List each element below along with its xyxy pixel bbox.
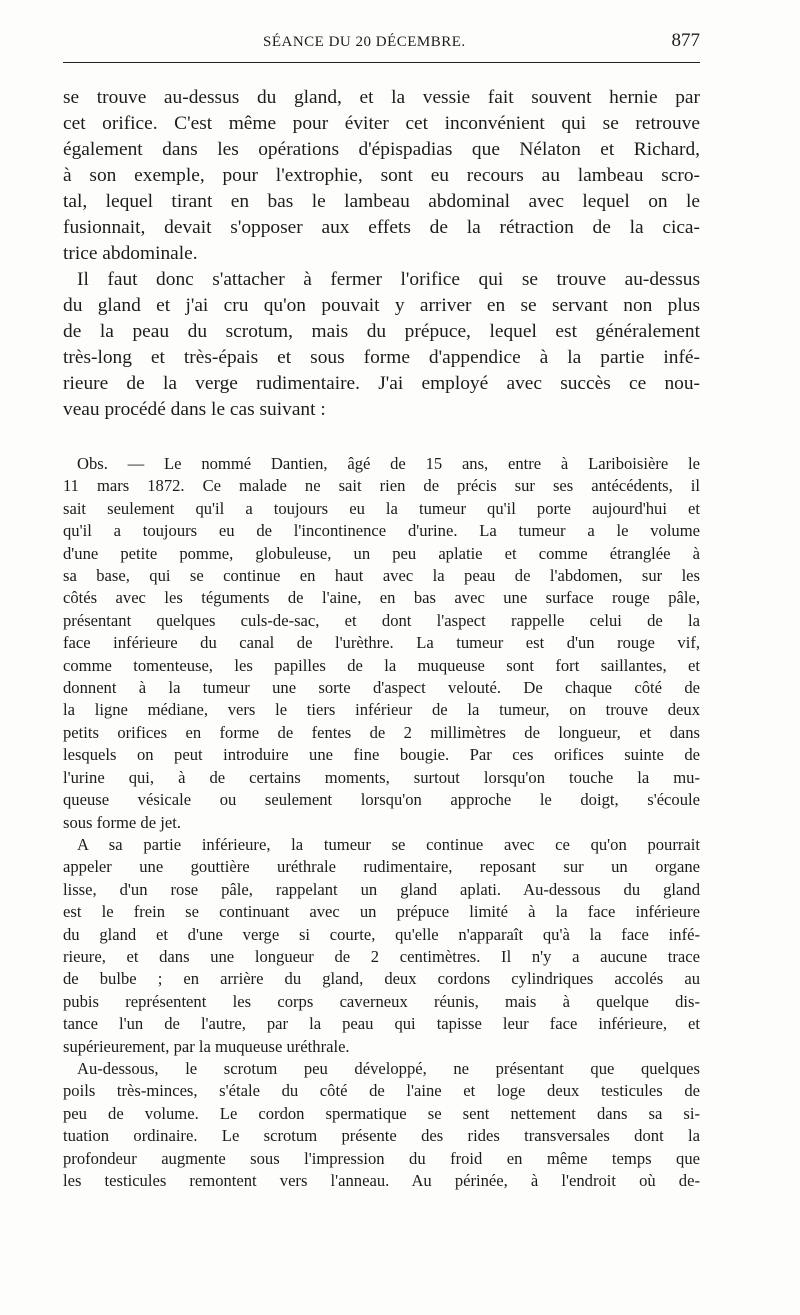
text-line: du gland et j'ai cru qu'on pouvait y arriver en se servant non plus [63,295,700,316]
text-line: lesquels on peut introduire une fine bougie. Par ces orifices suinte de [63,745,700,765]
text-line: côtés avec les téguments de l'aine, en bas avec une surface rouge pâle, [63,588,700,608]
page-number: 877 [671,30,700,51]
text-line: qu'il a toujours eu de l'incontinence d'urine. La tumeur a le volume [63,521,700,541]
observation-paragraph-3 [63,1058,700,1192]
text-line: Obs. — Le nommé Dantien, âgé de 15 ans, entre à Lariboisière le [77,454,700,473]
body-paragraph-1 [63,85,700,267]
text-line: profondeur augmente sous l'impression du froid en même temps que [63,1148,700,1168]
text-line: lisse, d'un rose pâle, rappelant un gland aplati. Au-dessous du gland [63,879,700,899]
text-line: à son exemple, pour l'extrophie, sont eu recours au lambeau scro- [63,165,700,186]
text-line: supérieurement, par la muqueuse uréthrale. [63,1036,350,1056]
running-head: SÉANCE DU 20 DÉCEMBRE. [263,34,466,50]
text-line: l'urine qui, à de certains moments, surtout lorsqu'on touche la mu- [63,767,700,787]
text-line: sait seulement qu'il a toujours eu la tumeur qu'il porte aujourd'hui et [63,498,700,518]
text-line: 11 mars 1872. Ce malade ne sait rien de précis sur ses antécédents, il [63,476,700,496]
text-line: fusionnait, devait s'opposer aux effets de la rétraction de la cica- [63,217,700,238]
text-line: les testicules remontent vers l'anneau. Au périnée, à l'endroit où de- [63,1171,700,1190]
text-line: poils très-minces, s'étale du côté de l'aine et loge deux testicules de [63,1081,700,1101]
text-line: appeler une gouttière uréthrale rudimentaire, reposant sur un organe [63,857,700,877]
observation-paragraph-1 [63,453,700,834]
text-line: face inférieure du canal de l'urèthre. La tumeur est d'un rouge vif, [63,633,700,653]
text-line: Au-dessous, le scrotum peu développé, ne présentant que quelques [77,1058,700,1078]
text-line: tal, lequel tirant en bas le lambeau abdominal avec lequel on le [63,191,700,212]
text-line: tance l'un de l'autre, par la peau qui tapisse leur face inférieure, et [63,1014,700,1034]
text-line: trice abdominale. [63,243,198,264]
text-line: également dans les opérations d'épispadias que Nélaton et Richard, [63,139,700,160]
text-line: sous forme de jet. [63,812,181,832]
text-line: A sa partie inférieure, la tumeur se continue avec ce qu'on pourrait [77,834,700,854]
text-line: peu de volume. Le cordon spermatique se sent nettement dans sa si- [63,1103,700,1123]
text-line: Il faut donc s'attacher à fermer l'orifice qui se trouve au-dessus [77,269,700,290]
text-line: sa base, qui se continue en haut avec la peau de l'abdomen, sur les [63,566,700,586]
text-line: de bulbe ; en arrière du gland, deux cordons cylindriques accolés au [63,969,700,989]
text-line: d'une petite pomme, globuleuse, un peu aplatie et comme étranglée à [63,543,700,563]
text-line: rieure de la verge rudimentaire. J'ai employé avec succès ce nou- [63,373,700,394]
text-line: la ligne médiane, vers le tiers inférieur de la tumeur, on trouve deux [63,700,700,720]
text-line: petits orifices en forme de fentes de 2 millimètres de longueur, et dans [63,722,700,742]
body-paragraph-2 [63,267,700,423]
text-line: comme tomenteuse, les papilles de la muqueuse sont fort saillantes, et [63,655,700,675]
text-line: tuation ordinaire. Le scrotum présente des rides transversales dont la [63,1126,700,1146]
observation-paragraph-2 [63,834,700,1058]
text-line: cet orifice. C'est même pour éviter cet inconvénient qui se retrouve [63,113,700,134]
text-line: rieure, et dans une longueur de 2 centimètres. Il n'y a aucune trace [63,946,700,966]
page-header [63,0,700,63]
text-line: est le frein se continuant avec un prépuce limité à la face inférieure [63,902,700,922]
text-line: très-long et très-épais et sous forme d'appendice à la partie infé- [63,347,700,368]
text-line: donnent à la tumeur une sorte d'aspect velouté. De chaque côté de [63,678,700,698]
text-line: présentant quelques culs-de-sac, et dont l'aspect rappelle celui de la [63,610,700,630]
text-line: pubis représentent les corps caverneux réunis, mais à quelque dis- [63,991,700,1011]
text-line: queuse vésicale ou seulement lorsqu'on approche le doigt, s'écoule [63,790,700,810]
document-page [63,0,700,1192]
text-line: de la peau du scrotum, mais du prépuce, lequel est généralement [63,321,700,342]
text-line: du gland et d'une verge si courte, qu'elle n'apparaît qu'à la face infé- [63,924,700,944]
text-line: se trouve au-dessus du gland, et la vessie fait souvent hernie par [63,87,700,108]
text-line: veau procédé dans le cas suivant : [63,399,326,420]
